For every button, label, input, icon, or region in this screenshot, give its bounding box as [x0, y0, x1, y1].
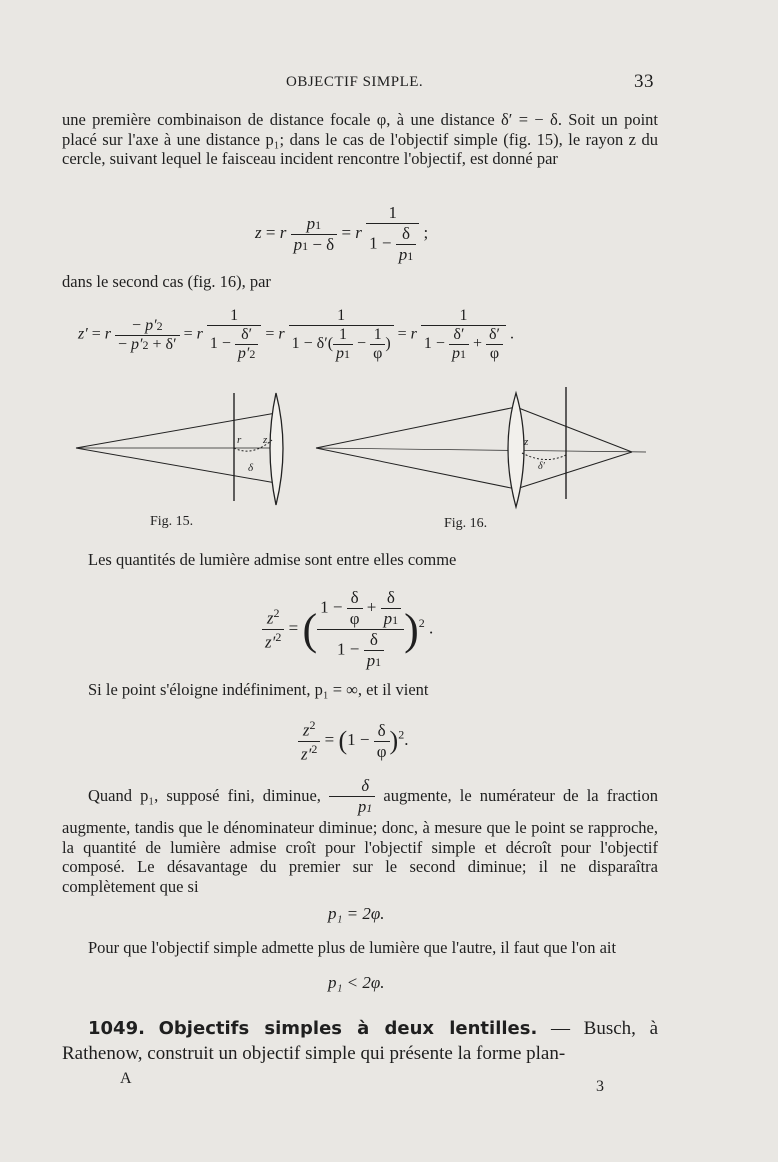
running-title: OBJECTIF SIMPLE.	[286, 74, 424, 90]
equation-p1-lt-2phi: p₁ < 2φ.	[328, 973, 385, 992]
section-number: 1049.	[88, 1018, 145, 1039]
signature-mark: A	[120, 1070, 132, 1087]
fig16-label-z: z	[524, 436, 529, 448]
paragraph-3: Les quantités de lumière admise sont entre elles comme	[88, 550, 457, 569]
equation-z: z = r $\frac{p1}{p1 - \delta}$ = r 1 1 − $\frac{\delta}{p1}$ ;	[255, 203, 429, 264]
section-text: — Busch, à Rathenow, construit un objectif simple qui présente la forme plan-	[62, 1018, 659, 1064]
fig16-label-delta-prime: δ′	[538, 461, 545, 472]
page-number: 33	[634, 71, 654, 92]
fig15-label-delta: δ	[248, 462, 254, 474]
fig-15-caption: Fig. 15.	[150, 514, 194, 529]
paragraph-6: Pour que l'objectif simple admette plus de lumière que l'autre, il faut que l'on ait	[88, 938, 617, 957]
equation-p1-2phi: p₁ = 2φ.	[328, 904, 385, 923]
fig-15-diagram	[76, 393, 283, 505]
section-1049	[62, 1016, 658, 1066]
fig-16-caption: Fig. 16.	[444, 516, 488, 531]
equation-ratio: $\frac{z^2}{z'^2}$ = ( 1 − $\frac{\delta}{\varphi}$ + $\frac{\delta}{p1}$ 1 − $\frac{\delta}{p1}$ )$^2$ .	[262, 588, 433, 671]
folio-number: 3	[596, 1078, 604, 1095]
figures	[0, 385, 778, 525]
section-heading: Objectifs simples à deux lentilles.	[158, 1018, 538, 1039]
equation-z-prime: z′ = r $\frac{- p'2}{- p'2 + \delta'}$ = r 1 1 − $\frac{\delta'}{p'2}$ = r 1 1 − δ′( $\frac{1}{p1}$ − $\frac{1}{\varphi}$ ) = r 1 1 − $\frac{\delta'}{p1}$ + $\frac{\delta'}{\varphi}$ .	[78, 307, 515, 362]
paragraph-5: Quand p₁, supposé fini, diminue, $\frac{\delta}{p1}$ augmente, le numérateur de la fraction augmente, tandis que le dénominateur diminue; donc, à mesure que le point se rapproche, la quantité de lumière admise croît pour l'objectif simple et décroît pour l'objectif composé. Le désavantage du premier sur le second diminue; il ne disparaîtra complètement que si	[62, 776, 659, 896]
fig-16-diagram	[316, 387, 646, 507]
paragraph-2: dans le second cas (fig. 16), par	[62, 272, 271, 291]
fig15-label-r: r	[237, 434, 242, 446]
paragraph-1: une première combinaison de distance focale φ, à une distance δ′ = − δ. Soit un point placé sur l'axe à une distance p₁; dans le cas de l'objectif simple (fig. 15), le rayon z du cercle, suivant lequel le faisceau incident rencontre l'objectif, est donné par	[62, 110, 658, 168]
fig15-label-z: z	[263, 434, 268, 446]
equation-limit: $\frac{z^2}{z'^2}$ = (1 − $\frac{\delta}{\varphi}$ )$^2$.	[298, 718, 408, 764]
paragraph-4: Si le point s'éloigne indéfiniment, p₁ = ∞, et il vient	[88, 680, 429, 699]
